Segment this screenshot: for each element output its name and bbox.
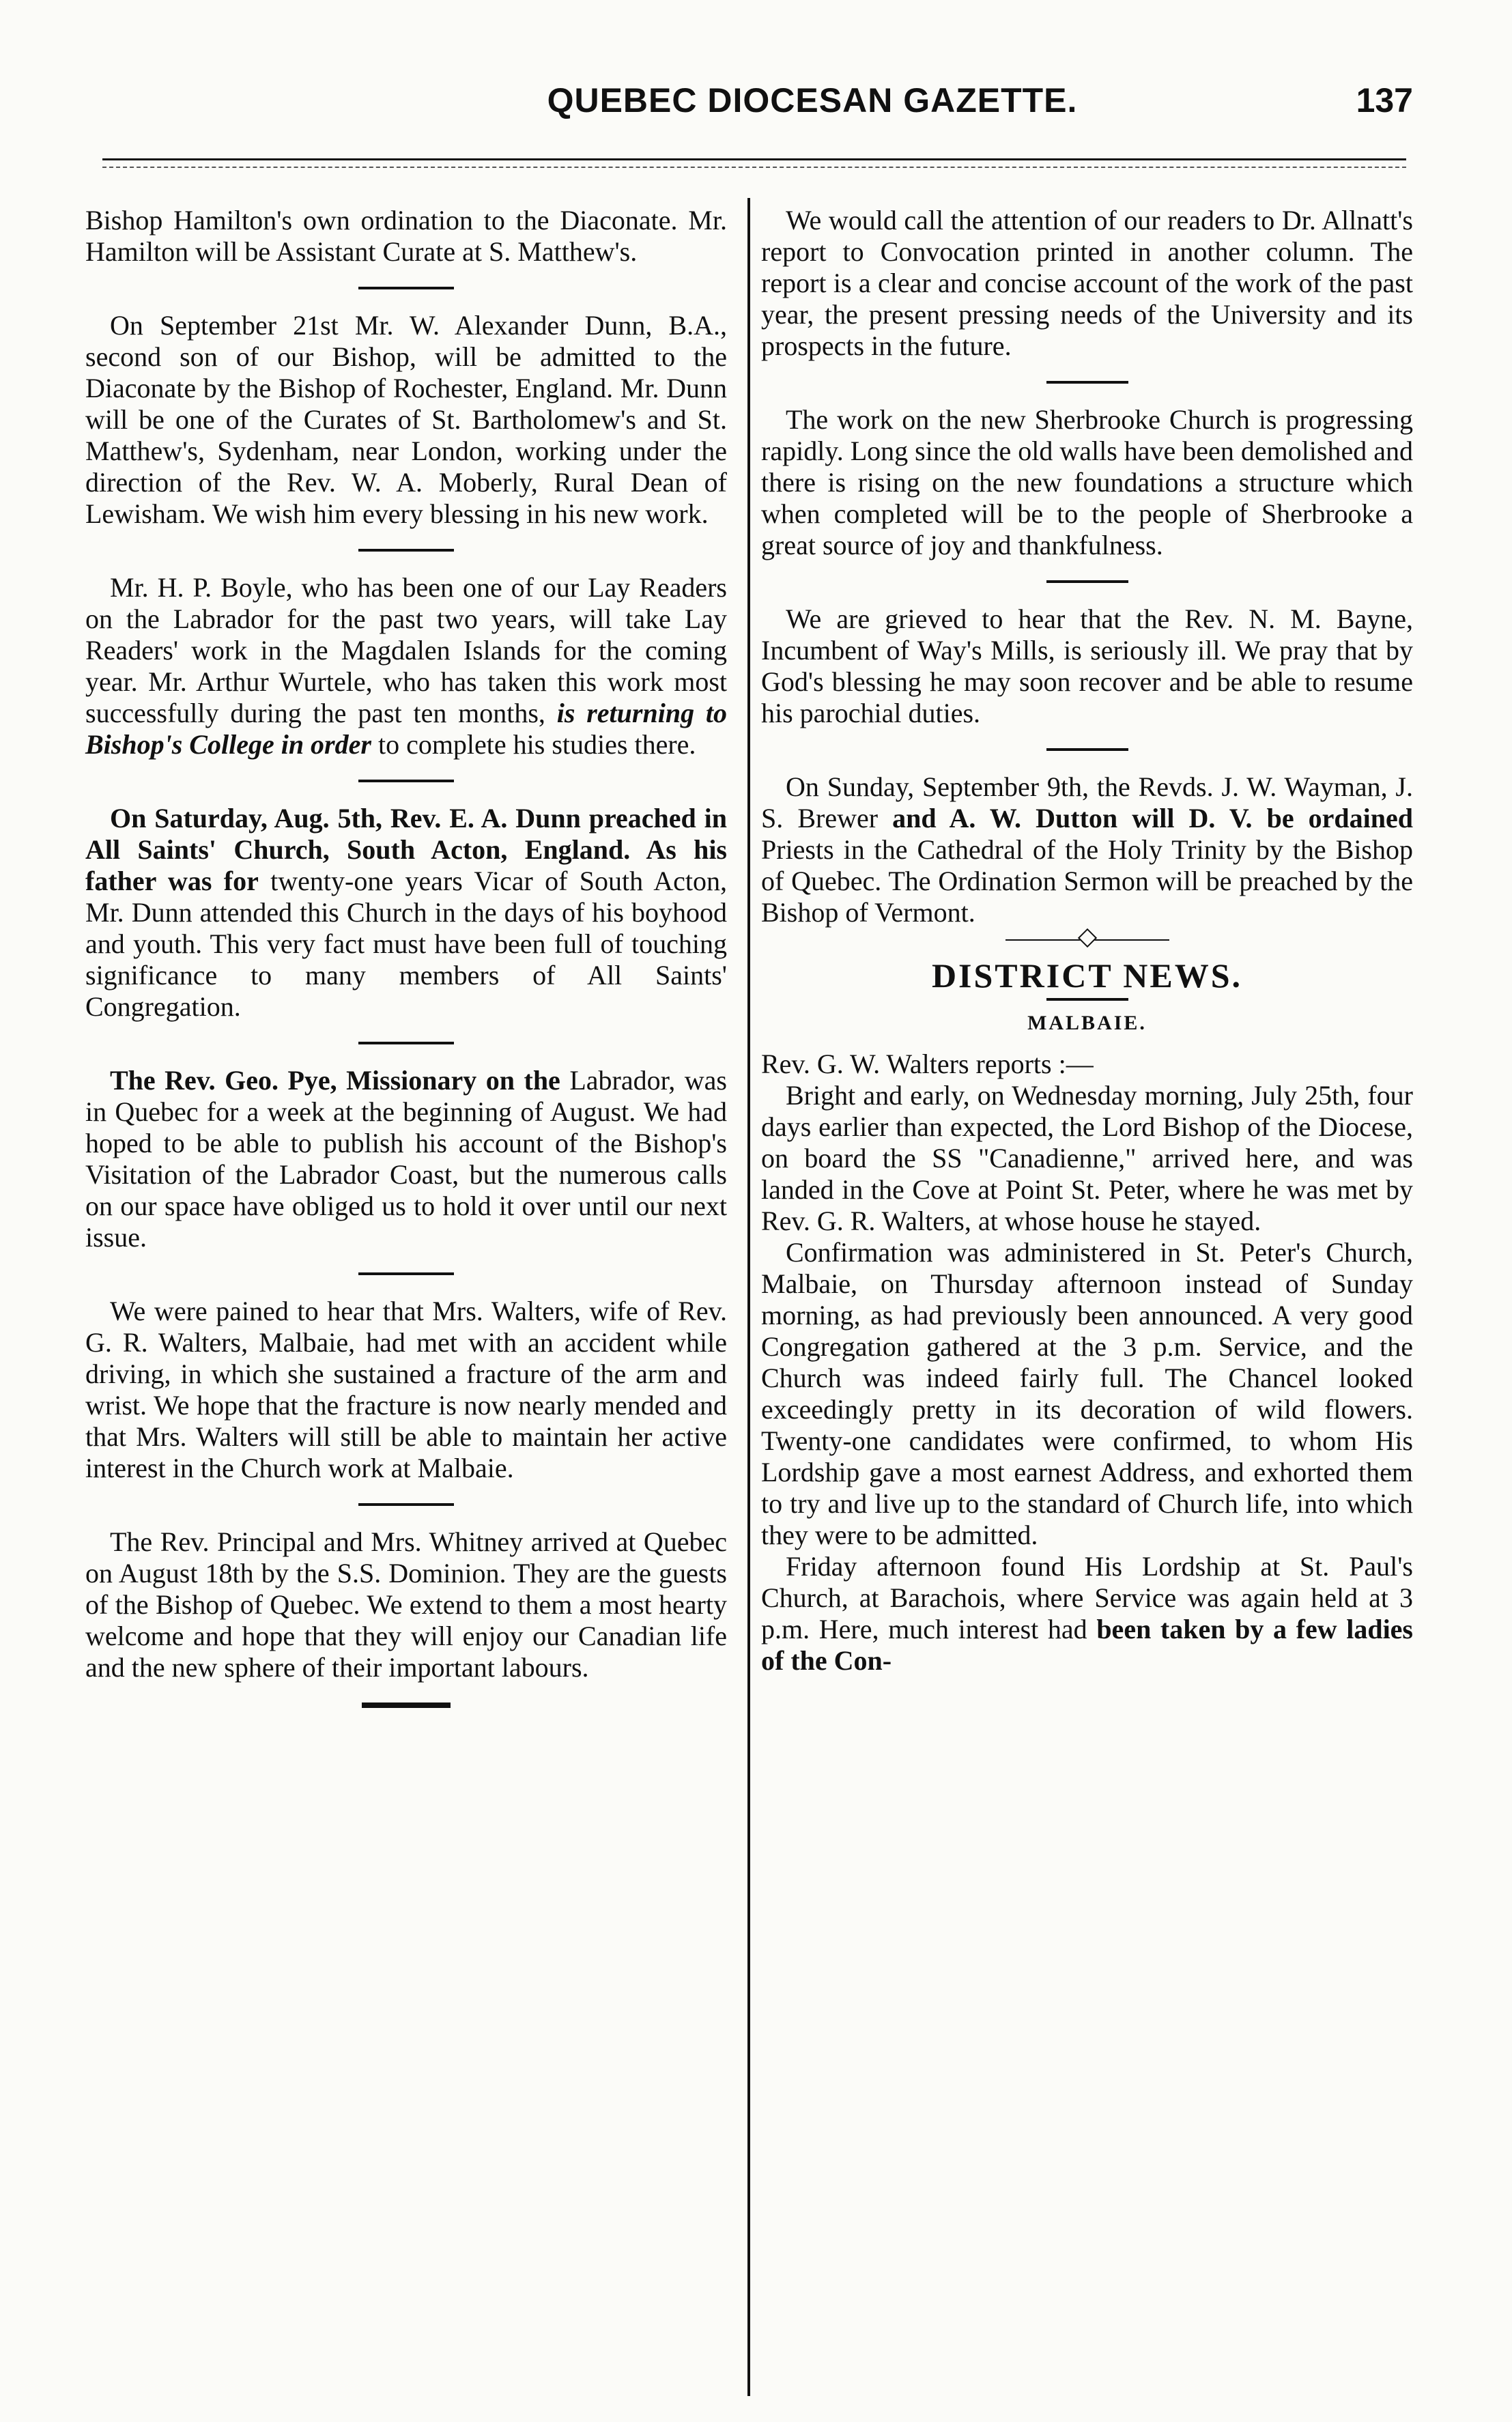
column-separator [747, 198, 750, 2396]
section-divider [358, 287, 454, 289]
paragraph [761, 1551, 1413, 1677]
article-allnatt-report [761, 205, 1413, 362]
header-rule-dashed [102, 167, 1406, 168]
bold-text: The Rev. Geo. Pye, Missionary on the [110, 1065, 560, 1096]
end-divider [362, 1702, 451, 1708]
diamond-ornament-icon [1005, 939, 1169, 952]
section-divider [358, 1272, 454, 1275]
paragraph: On September 21st Mr. W. Alexander Dunn, B.A., second son of our Bishop, will be admitted to the Diaconate by the Bishop of Rochester, England. Mr. Dunn will be one of the Curates of St. Bartholomew's and St. Matthew's, Sydenham, near London, working under the direction of the Rev. W. A. Moberly, Rural Dean of Lewisham. We wish him every blessing in his new work. [85, 310, 727, 529]
article-boyle [85, 572, 727, 760]
paragraph: We were pained to hear that Mrs. Walters, wife of Rev. G. R. Walters, Malbaie, had met with an accident while driving, in which she sustained a fracture of the arm and wrist. We hope that the fracture is now nearly mended and that Mrs. Walters will still be able to maintain her active interest in the Church work at Malbaie. [85, 1296, 727, 1483]
paragraph [85, 1065, 727, 1253]
paragraph-text: twenty-one years Vicar of South Acton, Mr. Dunn attended this Church in the days of his boyhood and youth. This very fact must have been full of touching significance to many members of All Saints' Congregation. [85, 866, 728, 1022]
section-heading: DISTRICT NEWS. [931, 956, 1243, 995]
section-subheading: MALBAIE. [1027, 1012, 1147, 1034]
publication-title: QUEBEC DIOCESAN GAZETTE. [547, 81, 1078, 119]
article-malbaie [761, 1049, 1413, 1677]
article-sherbrooke [761, 404, 1413, 561]
paragraph-text: On Sunday, September 9th, the Revds. J. W. Wayman, J. S. Brewer [761, 771, 1413, 834]
paragraph-text: Friday afternoon found His Lordship at St. Paul's Church, at Barachois, where Service was again held at 3 p.m. Here, much interest had [761, 1551, 1413, 1644]
paragraph-text: Labrador, was in Quebec for a week at the beginning of August. We had hoped to be able to publish his account of the Bishop's Visitation of the Labrador Coast, but the numerous calls on our space have obliged us to hold it over until our next issue. [85, 1065, 727, 1253]
section-divider [358, 1042, 454, 1044]
paragraph: We are grieved to hear that the Rev. N. M. Bayne, Incumbent of Way's Mills, is seriously ill. We pray that by God's blessing he may soon recover and be able to resume his parochial duties. [761, 603, 1413, 728]
article-dunn-acton [85, 803, 727, 1023]
article-walters-accident [85, 1296, 727, 1484]
paragraph: Bishop Hamilton's own ordination to the Diaconate. Mr. Hamilton will be Assistant Curate at S. Matthew's. [85, 205, 727, 267]
bold-text: and A. W. Dutton will D. V. be ordained [892, 803, 1414, 834]
header-rule [102, 158, 1406, 160]
section-divider [1046, 381, 1128, 384]
paragraph [85, 803, 727, 1023]
paragraph [85, 572, 727, 760]
page-number: 137 [1356, 81, 1413, 119]
paragraph [761, 771, 1413, 928]
italic-text: is returning to Bishop's College in order [85, 698, 728, 760]
bold-text: been taken by a few ladies of the Con- [761, 1614, 1413, 1676]
section-divider [1046, 580, 1128, 583]
section-divider [358, 549, 454, 552]
bold-text: On Saturday, Aug. 5th, Rev. E. A. Dunn preached in All Saints' Church, South Acton, England. As his father was for [85, 803, 727, 896]
heading-rule [1046, 998, 1128, 1001]
paragraph-text: Priests in the Cathedral of the Holy Trinity by the Bishop of Quebec. The Ordination Sermon will be preached by the Bishop of Vermont. [761, 834, 1413, 928]
paragraph: Confirmation was administered in St. Peter's Church, Malbaie, on Thursday afternoon instead of Sunday morning, as had previously been announced. A very good Congregation gathered at the 3 p.m. Service, and the Church was indeed fairly full. The Chancel looked exceedingly pretty in its decoration of wild flowers. Twenty-one candidates were confirmed, to whom His Lordship gave a most earnest Address, and exhorted them to try and live up to the standard of Church life, into which they were to be admitted. [761, 1237, 1413, 1550]
paragraph: Rev. G. W. Walters reports :— [761, 1049, 1094, 1079]
article-bayne [761, 603, 1413, 729]
paragraph: The work on the new Sherbrooke Church is progressing rapidly. Long since the old walls have been demolished and there is rising on the new foundations a structure which when completed will be to the people of Sherbrooke a great source of joy and thankfulness. [761, 404, 1413, 560]
masthead [89, 81, 1413, 135]
article-ordination [761, 771, 1413, 928]
paragraph: The Rev. Principal and Mrs. Whitney arrived at Quebec on August 18th by the S.S. Dominion. They are the guests of the Bishop of Quebec. We extend to them a most hearty welcome and hope that they will enjoy our Canadian life and the new sphere of their important labours. [85, 1526, 727, 1683]
section-divider [1046, 748, 1128, 751]
left-column [85, 205, 727, 1728]
section-divider [358, 780, 454, 782]
article-pye [85, 1065, 727, 1253]
paragraph-text: Mr. H. P. Boyle, who has been one of our Lay Readers on the Labrador for the past two years, will take Lay Readers' work in the Magdalen Islands for the coming year. Mr. Arthur Wurtele, who has taken this work most successfully during the past ten months, [85, 572, 727, 728]
article-whitney [85, 1526, 727, 1683]
paragraph-text: to complete his studies there. [377, 729, 696, 760]
article-hamilton [85, 205, 727, 268]
article-dunn-diaconate [85, 310, 727, 530]
paragraph: Bright and early, on Wednesday morning, July 25th, four days earlier than expected, the Lord Bishop of the Diocese, on board the SS "Canadienne," arrived here, and was landed in the Cove at Point St. Peter, where he was met by Rev. G. R. Walters, at whose house he stayed. [761, 1080, 1413, 1236]
paragraph: We would call the attention of our readers to Dr. Allnatt's report to Convocation printed in another column. The report is a clear and concise account of the work of the past year, the present pressing needs of the University and its prospects in the future. [761, 205, 1413, 361]
right-column [761, 205, 1413, 1677]
section-divider [358, 1503, 454, 1506]
